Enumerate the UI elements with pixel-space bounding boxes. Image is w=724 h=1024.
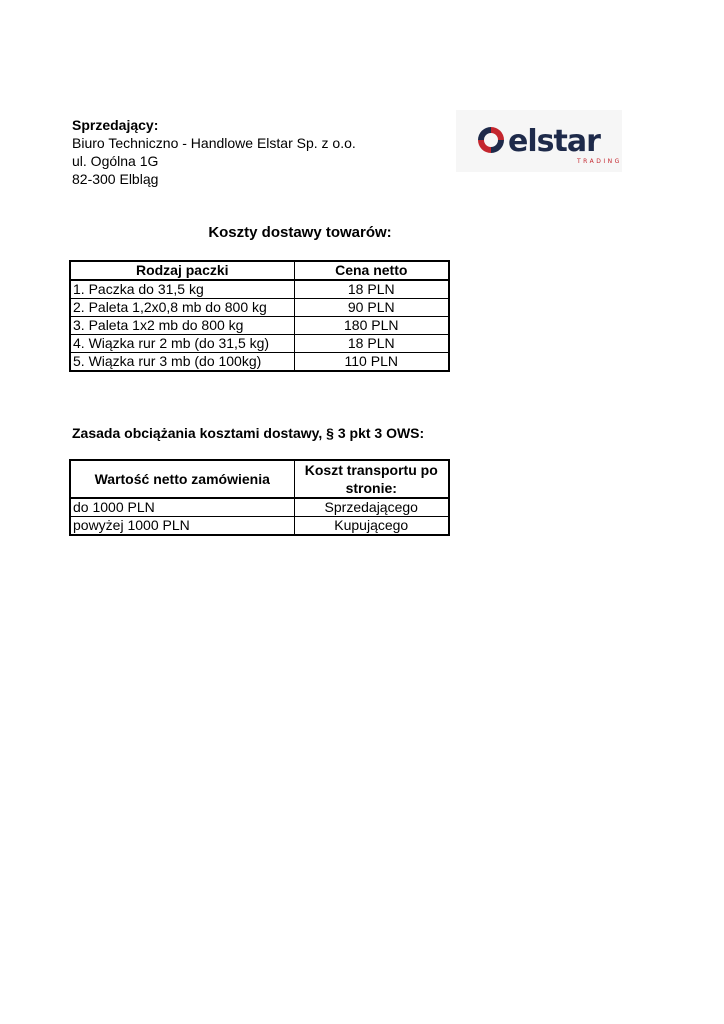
package-type-cell: 3. Paleta 1x2 mb do 800 kg — [70, 317, 294, 335]
seller-company-name: Biuro Techniczno - Handlowe Elstar Sp. z o.o. — [72, 135, 356, 151]
delivery-costs-table — [69, 260, 450, 372]
logo-emblem-icon — [478, 127, 504, 153]
column-header-transport-cost-side: Koszt transportu po stronie: — [294, 460, 449, 498]
column-header-order-value: Wartość netto zamówienia — [70, 460, 294, 498]
table-row — [70, 280, 449, 299]
seller-street: ul. Ogólna 1G — [72, 153, 159, 169]
order-value-cell: do 1000 PLN — [70, 498, 294, 517]
seller-heading: Sprzedający: — [72, 117, 159, 133]
table-header-row — [70, 261, 449, 280]
table-row — [70, 317, 449, 335]
order-value-cell: powyżej 1000 PLN — [70, 517, 294, 536]
cost-side-cell: Kupującego — [294, 517, 449, 536]
seller-info — [72, 116, 356, 188]
net-price-cell: 18 PLN — [294, 280, 449, 299]
table-row — [70, 498, 449, 517]
table-row — [70, 517, 449, 536]
column-header-package-type: Rodzaj paczki — [70, 261, 294, 280]
package-type-cell: 4. Wiązka rur 2 mb (do 31,5 kg) — [70, 335, 294, 353]
table-header-row — [70, 460, 449, 498]
package-type-cell: 5. Wiązka rur 3 mb (do 100kg) — [70, 353, 294, 372]
net-price-cell: 110 PLN — [294, 353, 449, 372]
net-price-cell: 180 PLN — [294, 317, 449, 335]
elstar-logo — [456, 110, 622, 172]
elstar-logo-graphic — [456, 110, 622, 172]
column-header-net-price: Cena netto — [294, 261, 449, 280]
charging-rule-title: Zasada obciążania kosztami dostawy, § 3 pkt 3 OWS: — [72, 425, 425, 441]
table-row — [70, 335, 449, 353]
seller-city: 82-300 Elbląg — [72, 171, 159, 187]
logo-wordmark: elstar — [508, 124, 600, 159]
delivery-costs-title: Koszty dostawy towarów: — [208, 224, 392, 241]
net-price-cell: 90 PLN — [294, 299, 449, 317]
net-price-cell: 18 PLN — [294, 335, 449, 353]
cost-side-cell: Sprzedającego — [294, 498, 449, 517]
table-row — [70, 299, 449, 317]
package-type-cell: 1. Paczka do 31,5 kg — [70, 280, 294, 299]
charging-rule-table — [69, 459, 450, 536]
package-type-cell: 2. Paleta 1,2x0,8 mb do 800 kg — [70, 299, 294, 317]
table-row — [70, 353, 449, 372]
logo-tagline: TRADING — [577, 158, 622, 165]
